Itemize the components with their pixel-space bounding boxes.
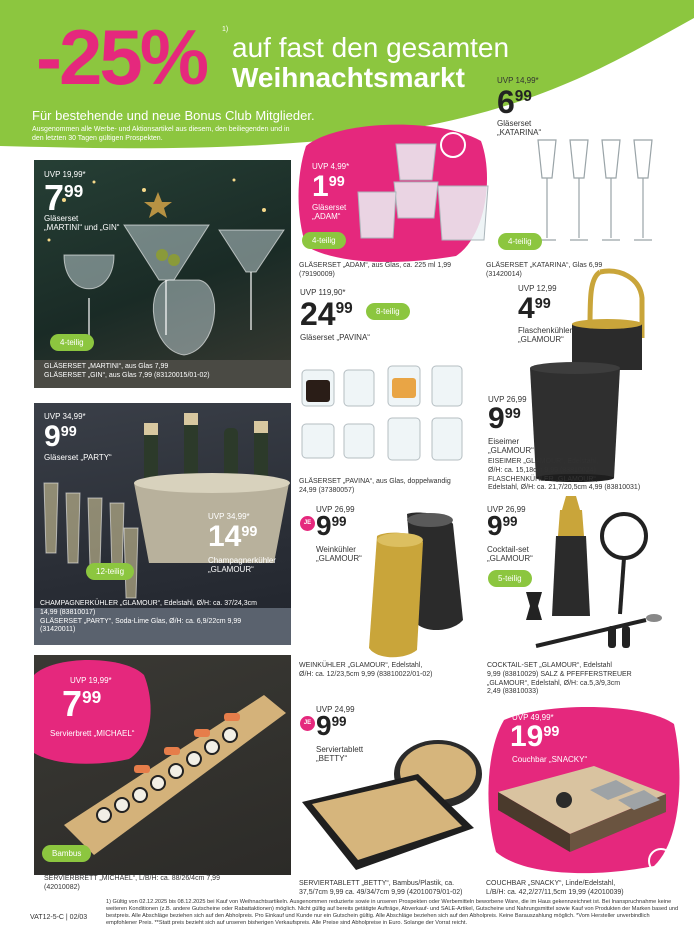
- champagner-uvp: UVP 34,99*: [208, 512, 250, 521]
- betty-je-badge: JE: [300, 716, 315, 731]
- michael-uvp: UVP 19,99*: [70, 676, 112, 685]
- adam-glasses-photo: [356, 142, 494, 252]
- headline-line2: Weihnachtsmarkt: [232, 62, 465, 93]
- adam-name: Gläserset „ADAM“: [312, 203, 347, 222]
- eiseimer-description: EISEIMER „GLAMOUR“, Edelstahl, Ø/H: ca. 15,18cm 9,99 (83810024) FLASCHENKÜHLER „GLAMOUR“, Edelstahl, Ø/H: ca. 21,7/20,5cm 4,99 (83810031): [488, 458, 641, 492]
- pavina-glasses-photo: [298, 362, 468, 472]
- martini-price: $7^{99}$: [44, 177, 84, 218]
- party-name: Gläserset „PARTY“: [44, 453, 112, 462]
- betty-description: SERVIERTABLETT „BETTY“, Bambus/Plastik, ca. 37,5/7cm 9,99 ca. 49/34/7cm 9,99 (42010079/01-02): [299, 880, 463, 896]
- flaschenkuehler-uvp: UVP 12,99: [518, 284, 557, 293]
- katarina-description: GLÄSERSET „KATARINA“, Glas 6,99 (31420014): [486, 262, 603, 278]
- adam-description: GLÄSERSET „ADAM“, aus Glas, ca. 225 ml 1,99 (79190009): [299, 262, 451, 278]
- weinkuehler-je-badge: JE: [300, 516, 315, 531]
- weinkuehler-name: Weinkühler „GLAMOUR“: [316, 545, 362, 564]
- flaschenkuehler-name: Flaschenkühler „GLAMOUR“: [518, 326, 573, 345]
- snacky-name: Couchbar „SNACKY“: [512, 755, 588, 764]
- michael-name: Servierbrett „MICHAEL“: [50, 729, 135, 738]
- cocktail-name: Cocktail-set „GLAMOUR“: [487, 545, 533, 564]
- legal-footnote: 1) Gültig von 02.12.2025 bis 08.12.2025 bei Kauf von Weihnachtsartikeln. Ausgenommen reduzierte sowie in unseren Prospekten oder Werbemitteln beworbene Ware, die im Haus gekennzeichnet ist. Bei Inanspruchnahme keine weiteren Konditionen (z.B. andere Gutscheine oder Rabattaktionen) möglich. Nicht gültig auf bereits getätigte Aufträge, Abverkauf- und SALE-Artikel, Gutscheine und Nahrungsmittel sowie Kauf von Produkten der Marken based und bestpreis. Alle Abschläge beziehen sich auf den Abholpreis. Pro Einkauf und Kunde nur ein Gutschein gültig. Alle Abschläge beziehen sich auf den Abholpreis. Keine Barauszahlung möglich. *Vom Hersteller unverbindlich empfohlener Preis. **Statt preis bezieht sich auf unseren bisherigen Verkaufspreis. Alle Preise sind Abholpreise in Euro. Solange der Vorrat reicht.: [106, 899, 679, 926]
- katarina-pieces-badge: 4-teilig: [498, 233, 542, 250]
- champagner-name: Champagnerkühler „GLAMOUR“: [208, 556, 277, 575]
- adam-pieces-badge: 4-teilig: [302, 232, 346, 249]
- cocktail-price: $9^{99}$: [487, 510, 518, 541]
- party-uvp: UVP 34,99*: [44, 412, 86, 421]
- pavina-pieces-badge: 8-teilig: [366, 303, 410, 320]
- betty-name: Serviertablett „BETTY“: [316, 745, 364, 764]
- pavina-name: Gläserset „PAVINA“: [300, 333, 370, 342]
- cocktail-description: COCKTAIL-SET „GLAMOUR“, Edelstahl 9,99 (83810029) SALZ & PFEFFERSTREUER „GLAMOUR“, Edelstahl, Ø/H: ca.5,3/9,3cm 2,49 (83810033): [487, 662, 632, 696]
- champagner-price: $14^{99}$: [208, 520, 258, 553]
- martini-name: Gläserset „MARTINI“ und „GIN“: [44, 214, 120, 233]
- cocktail-uvp: UVP 26,99: [487, 505, 526, 514]
- weinkuehler-description: WEINKÜHLER „GLAMOUR“, Edelstahl, Ø/H: ca. 12/23,5cm 9,99 (83810022/01-02): [299, 662, 433, 678]
- flaschenkuehler-price: $4^{99}$: [518, 292, 551, 325]
- catalog-code: VAT12-5-C | 02/03: [30, 914, 88, 921]
- betty-price: $9^{99}$: [316, 710, 347, 741]
- katarina-name: Gläserset „KATARINA“: [497, 119, 542, 138]
- header-small-print: Ausgenommen alle Werbe- und Aktionsartikel aus diesem, den beiliegenden und in den letzten 30 Tagen gültigen Prospekten.: [32, 126, 290, 143]
- betty-uvp: UVP 24,99: [316, 705, 355, 714]
- snacky-uvp: UVP 49,99*: [512, 713, 554, 722]
- eiseimer-name: Eiseimer „GLAMOUR“: [488, 437, 534, 456]
- martini-description: GLÄSERSET „MARTINI“, aus Glas 7,99 GLÄSERSET „GIN“, aus Glas 7,99 (83120015/01-02): [44, 363, 210, 379]
- michael-description: SERVIERBRETT „MICHAEL“, L/B/H: ca. 88/26/4cm 7,99 (42010082): [44, 875, 220, 891]
- michael-price: $7^{99}$: [62, 683, 102, 724]
- pavina-price: $24^{99}$: [300, 296, 353, 332]
- food-safe-icon: [648, 848, 674, 874]
- glamour-coolers-photo: [520, 268, 670, 486]
- header-subline: Für bestehende und neue Bonus Club Mitglieder.: [32, 108, 315, 123]
- katarina-uvp: UVP 14,99*: [497, 76, 539, 85]
- martini-uvp: UVP 19,99*: [44, 170, 86, 179]
- snacky-description: COUCHBAR „SNACKY“, Linde/Edelstahl, L/B/H: ca. 42,2/27/11,5cm 19,99 (42010039): [486, 880, 624, 896]
- headline-line1: auf fast den gesamten: [232, 32, 510, 63]
- adam-price: $1^{99}$: [312, 170, 345, 203]
- snacky-couchbar-photo: [494, 762, 670, 854]
- adam-uvp: UVP 4,99*: [312, 162, 350, 171]
- katarina-price: $6^{99}$: [497, 84, 532, 120]
- eiseimer-price: $9^{99}$: [488, 402, 521, 435]
- party-description: CHAMPAGNERKÜHLER „GLAMOUR“, Edelstahl, Ø/H: ca. 37/24,3cm 14,99 (83810017) GLÄSERSET „PARTY“, Soda-Lime Glas, Ø/H: ca. 6,9/22cm 9,99 (31420011): [40, 600, 257, 634]
- party-price: $9^{99}$: [44, 420, 77, 453]
- pavina-description: GLÄSERSET „PAVINA“, aus Glas, doppelwandig 24,99 (37380057): [299, 478, 451, 494]
- party-pieces-badge: 12-teilig: [86, 563, 134, 580]
- discount-footnote-mark: 1): [222, 26, 229, 33]
- michael-material-badge: Bambus: [42, 845, 91, 862]
- snacky-price: $19^{99}$: [510, 720, 560, 753]
- weinkuehler-uvp: UVP 26,99: [316, 505, 355, 514]
- katarina-glasses-photo: [530, 138, 660, 248]
- cocktail-pieces-badge: 5-teilig: [488, 570, 532, 587]
- eiseimer-uvp: UVP 26,99: [488, 395, 527, 404]
- martini-pieces-badge: 4-teilig: [50, 334, 94, 351]
- weinkuehler-price: $9^{99}$: [316, 510, 347, 541]
- pavina-uvp: UVP 119,90*: [300, 288, 346, 297]
- discount-headline: -25%: [36, 13, 207, 101]
